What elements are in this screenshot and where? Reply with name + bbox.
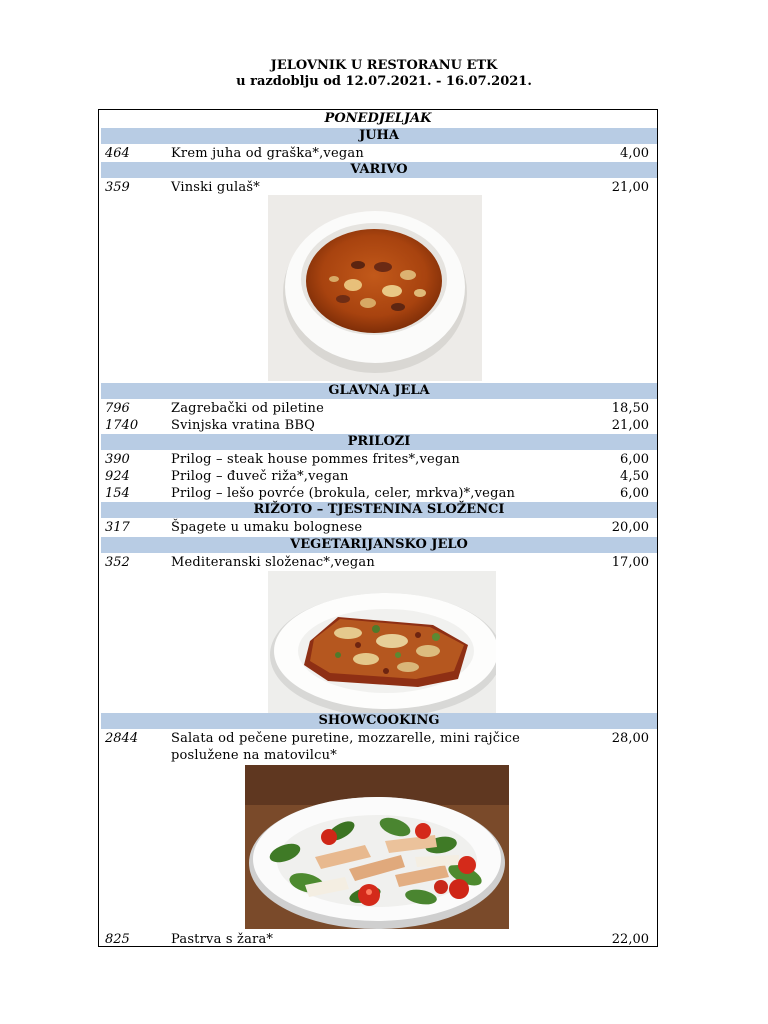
item-name: Prilog – lešo povrće (brokula, celer, mrkva)*,vegan	[171, 486, 516, 501]
category-prilozi: PRILOZI	[101, 434, 657, 450]
menu-period: u razdoblju od 12.07.2021. - 16.07.2021.	[236, 74, 532, 89]
item-name: Vinski gulaš*	[171, 180, 260, 195]
item-price: 17,00	[611, 555, 649, 570]
item-price: 20,00	[611, 520, 649, 535]
category-vegetarijansko: VEGETARIJANSKO JELO	[101, 537, 657, 553]
category-showcooking: SHOWCOOKING	[101, 713, 657, 729]
casserole-plate-photo	[268, 571, 496, 713]
goulash-bowl-photo	[268, 195, 482, 381]
document-header	[0, 58, 768, 90]
item-price: 21,00	[611, 180, 649, 195]
item-name: Prilog – đuveč riža*,vegan	[171, 469, 349, 484]
item-name: Pastrva s žara*	[171, 932, 274, 947]
category-varivo: VARIVO	[101, 162, 657, 178]
category-rizoto-tjestenina: RIŽOTO – TJESTENINA SLOŽENCI	[101, 502, 657, 518]
item-name: Svinjska vratina BBQ	[171, 418, 315, 433]
category-glavna-jela: GLAVNA JELA	[101, 383, 657, 399]
category-juha: JUHA	[101, 128, 657, 144]
item-price: 18,50	[611, 401, 649, 416]
item-price: 4,00	[620, 146, 649, 161]
item-code: 2844	[105, 731, 139, 746]
item-name: Mediteranski složenac*,vegan	[171, 555, 375, 570]
item-code: 317	[105, 520, 130, 535]
item-name: Krem juha od graška*,vegan	[171, 146, 364, 161]
item-code: 1740	[105, 418, 139, 433]
item-code: 924	[105, 469, 130, 484]
menu-item	[99, 730, 657, 764]
item-price: 22,00	[611, 932, 649, 947]
item-price: 6,00	[620, 452, 649, 467]
item-name: Salata od pečene puretine, mozzarelle, mini rajčice poslužene na matovilcu*	[171, 731, 520, 763]
item-code: 464	[105, 146, 130, 161]
item-name: Špagete u umaku bolognese	[171, 520, 363, 535]
item-price: 4,50	[620, 469, 649, 484]
item-code: 359	[105, 180, 130, 195]
item-price: 21,00	[611, 418, 649, 433]
item-code: 796	[105, 401, 130, 416]
item-price: 6,00	[620, 486, 649, 501]
menu-title: JELOVNIK U RESTORANU ETK	[270, 58, 498, 73]
item-code: 390	[105, 452, 130, 467]
item-code: 352	[105, 555, 130, 570]
item-code: 825	[105, 932, 130, 947]
item-name: Prilog – steak house pommes frites*,vegan	[171, 452, 460, 467]
salad-plate-photo	[245, 765, 509, 929]
item-code: 154	[105, 486, 130, 501]
item-name: Zagrebački od piletine	[171, 401, 324, 416]
day-title: PONEDJELJAK	[324, 111, 432, 126]
menu-table	[98, 109, 658, 947]
item-price: 28,00	[611, 731, 649, 746]
